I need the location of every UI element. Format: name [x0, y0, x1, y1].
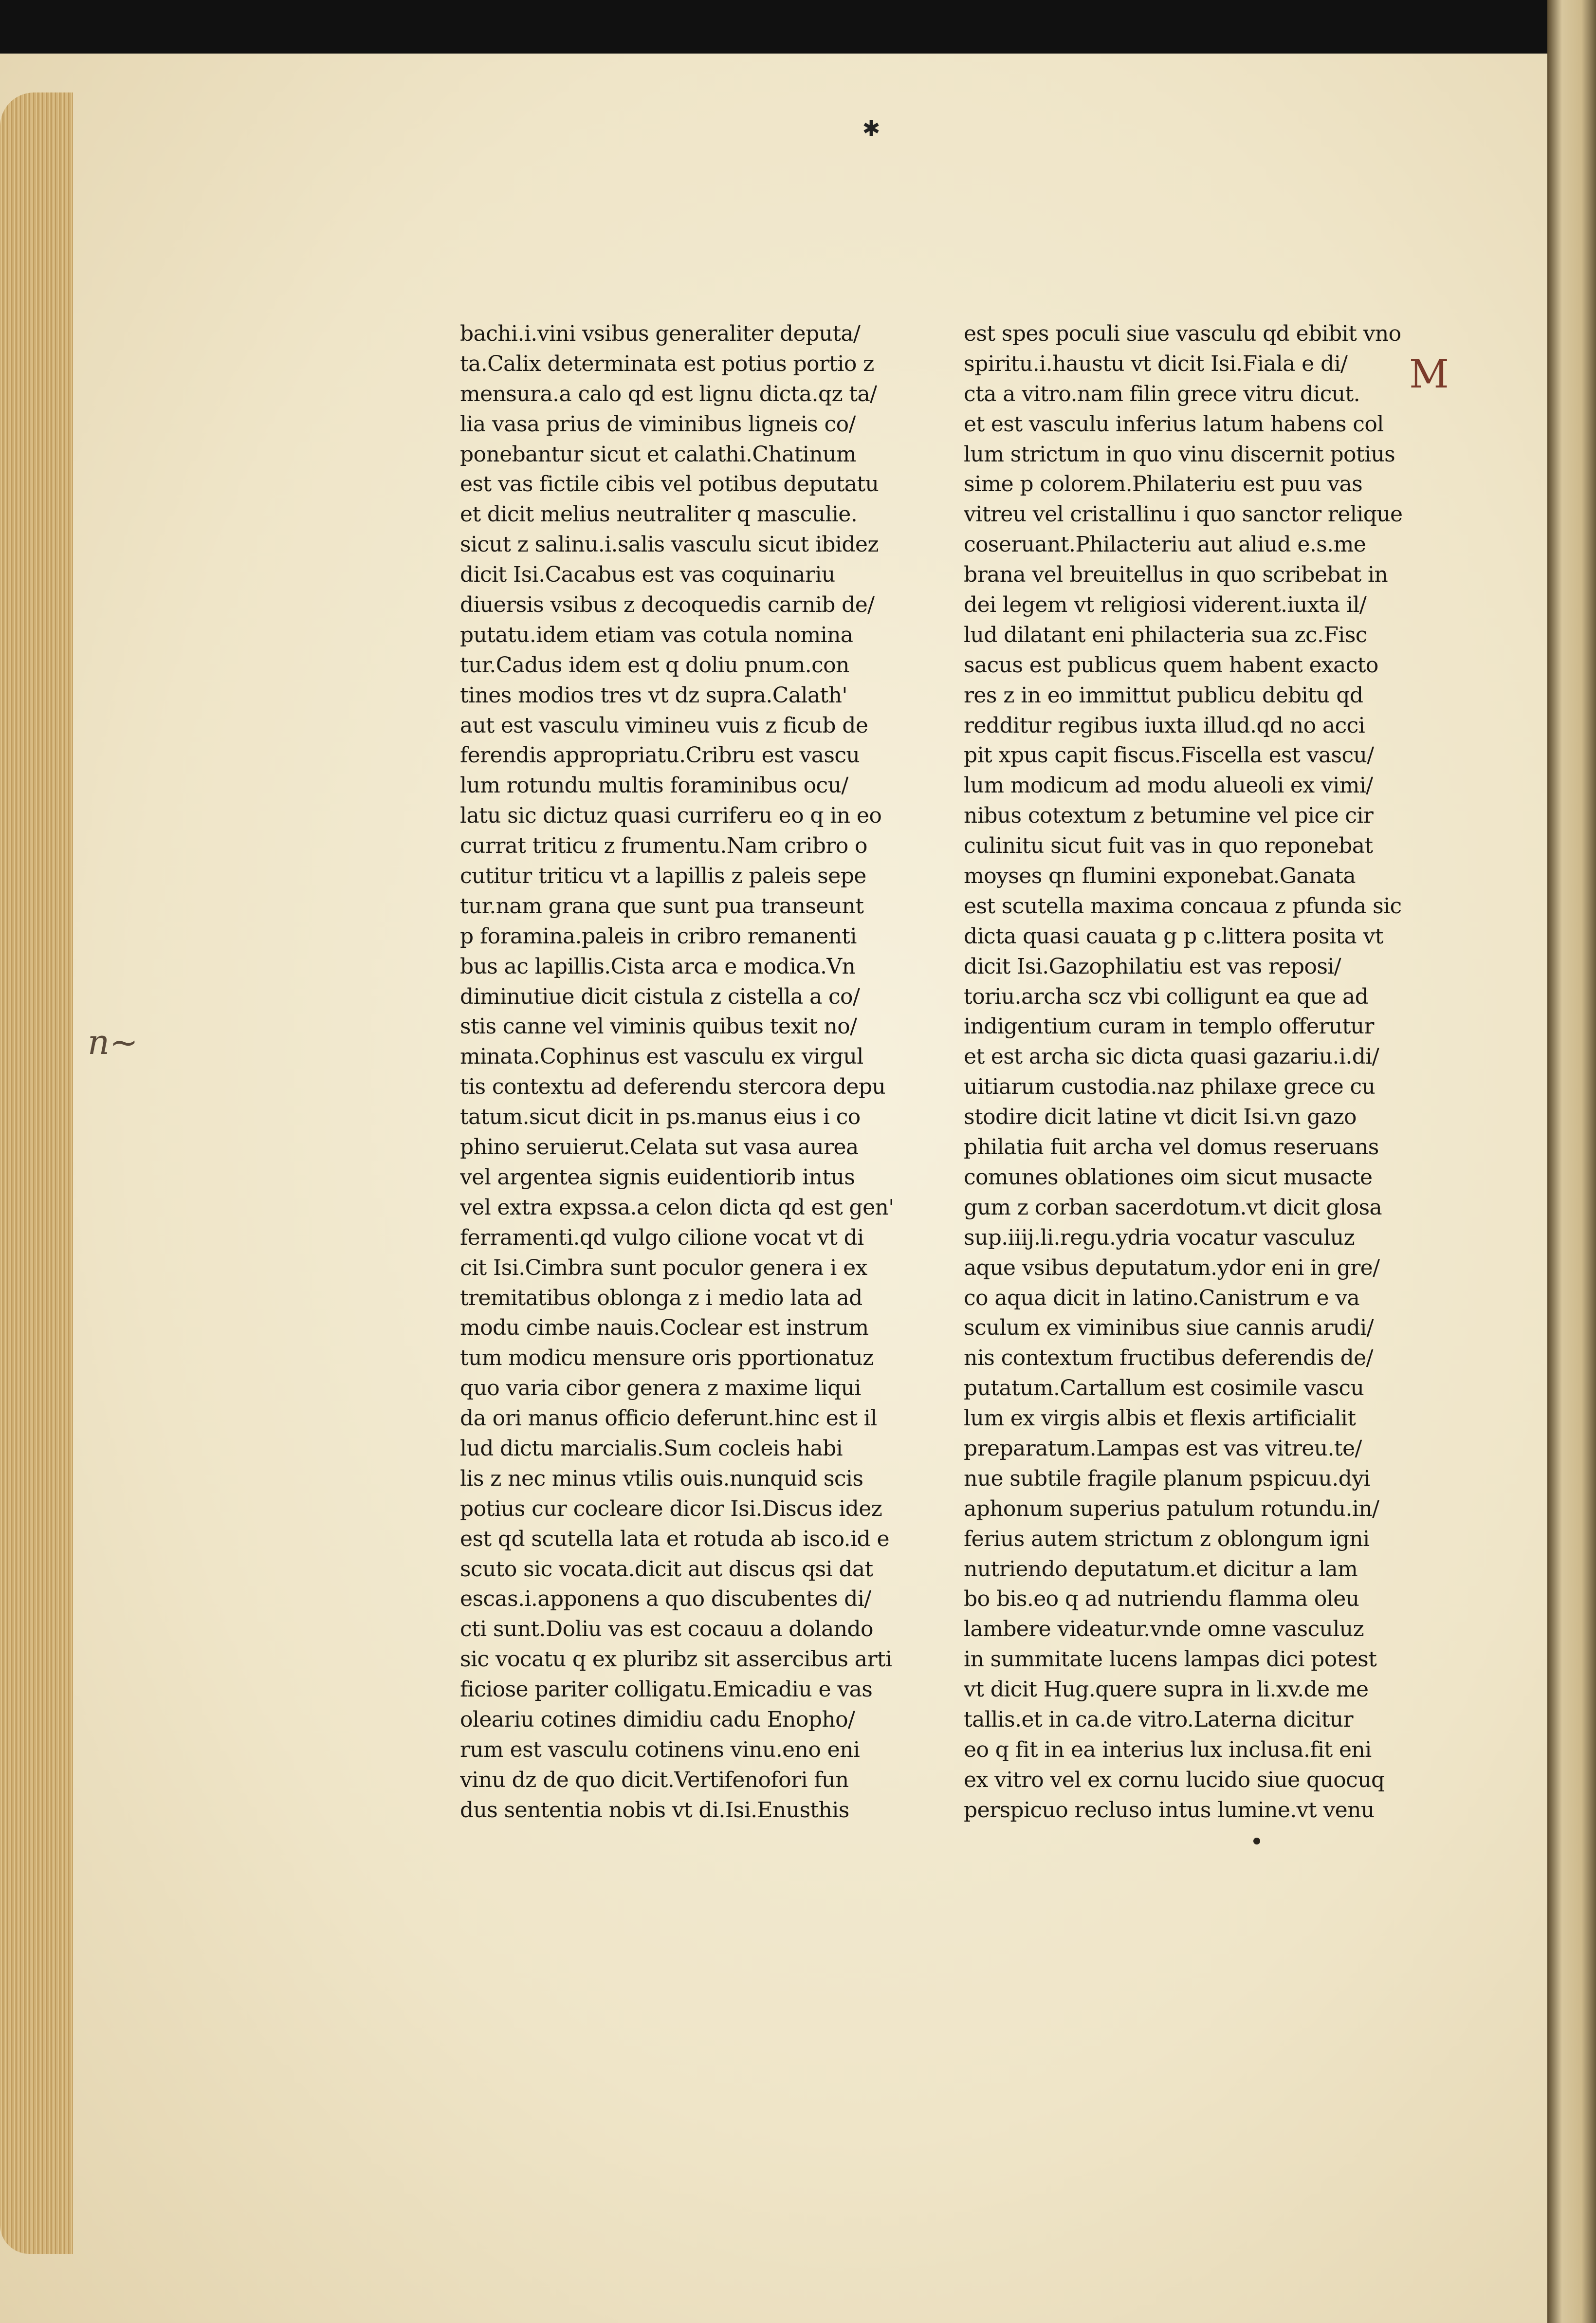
text-line: dicit Isi.Gazophilatiu est vas reposi/: [964, 954, 1341, 979]
margin-note-left: n~: [88, 1022, 138, 1062]
text-line: quo varia cibor genera z maxime liqui: [460, 1376, 861, 1401]
text-line: currat triticu z frumentu.Nam cribro o: [460, 833, 867, 859]
text-line: eo q fit in ea interius lux inclusa.fit eni: [964, 1737, 1372, 1762]
ornament-icon: ✱: [862, 116, 881, 141]
text-line: bachi.i.vini vsibus generaliter deputa/: [460, 321, 861, 346]
text-line: est qd scutella lata et rotuda ab isco.id e: [460, 1526, 889, 1551]
text-line: aphonum superius patulum rotundu.in/: [964, 1496, 1379, 1521]
text-line: latu sic dictuz quasi curriferu eo q in eo: [460, 803, 882, 829]
text-line: potius cur cocleare dicor Isi.Discus idez: [460, 1496, 882, 1521]
text-line: nibus cotextum z betumine vel pice cir: [964, 803, 1374, 829]
text-line: co aqua dicit in latino.Canistrum e va: [964, 1285, 1360, 1310]
text-line: lum ex virgis albis et flexis artificialit: [964, 1406, 1356, 1431]
text-line: perspicuo recluso intus lumine.vt venu: [964, 1797, 1375, 1823]
text-line: tur.Cadus idem est q doliu pnum.con: [460, 652, 849, 678]
text-line: vitreu vel cristallinu i quo sanctor relique: [964, 502, 1403, 527]
text-line: et est archa sic dicta quasi gazariu.i.di/: [964, 1044, 1379, 1069]
text-line: est scutella maxima concaua z pfunda sic: [964, 893, 1402, 919]
text-line: uitiarum custodia.naz philaxe grece cu: [964, 1074, 1376, 1100]
text-line: res z in eo immittut publicu debitu qd: [964, 682, 1363, 708]
text-line: diminutiue dicit cistula z cistella a co/: [460, 984, 860, 1009]
text-line: sicut z salinu.i.salis vasculu sicut ibidez: [460, 532, 879, 557]
text-line: tis contextu ad deferendu stercora depu: [460, 1074, 886, 1100]
text-line: vel argentea signis euidentiorib intus: [460, 1164, 855, 1190]
text-line: tines modios tres vt dz supra.Calath': [460, 682, 847, 708]
ink-speck: [1253, 1838, 1260, 1844]
text-line: scuto sic vocata.dicit aut discus qsi dat: [460, 1556, 873, 1582]
text-line: phino seruierut.Celata sut vasa aurea: [460, 1135, 859, 1160]
text-line: philatia fuit archa vel domus reseruans: [964, 1135, 1379, 1160]
text-line: sup.iiij.li.regu.ydria vocatur vasculuz: [964, 1225, 1355, 1250]
text-line: aut est vasculu vimineu vuis z ficub de: [460, 713, 868, 738]
text-line: lambere videatur.vnde omne vasculuz: [964, 1617, 1364, 1642]
text-line: bus ac lapillis.Cista arca e modica.Vn: [460, 954, 856, 979]
text-line: lud dilatant eni philacteria sua zc.Fisc: [964, 622, 1367, 647]
text-line: lum rotundu multis foraminibus ocu/: [460, 773, 848, 798]
text-line: preparatum.Lampas est vas vitreu.te/: [964, 1436, 1362, 1461]
text-line: ficiose pariter colligatu.Emicadiu e vas: [460, 1677, 873, 1702]
text-line: dei legem vt religiosi viderent.iuxta il/: [964, 592, 1367, 618]
text-line: moyses qn flumini exponebat.Ganata: [964, 864, 1356, 889]
text-line: lud dictu marcialis.Sum cocleis habi: [460, 1436, 843, 1461]
text-line: dicit Isi.Cacabus est vas coquinariu: [460, 562, 835, 588]
text-line: et dicit melius neutraliter q masculie.: [460, 502, 858, 527]
text-line: stodire dicit latine vt dicit Isi.vn gazo: [964, 1105, 1357, 1130]
text-line: tum modicu mensure oris pportionatuz: [460, 1346, 874, 1371]
page-edges: [0, 92, 73, 2254]
text-line: stis canne vel viminis quibus texit no/: [460, 1014, 857, 1039]
text-column-right: [964, 319, 1431, 1825]
text-line: aque vsibus deputatum.ydor eni in gre/: [964, 1255, 1380, 1280]
text-line: tallis.et in ca.de vitro.Laterna dicitur: [964, 1707, 1353, 1732]
text-line: redditur regibus iuxta illud.qd no acci: [964, 713, 1365, 738]
text-line: comunes oblationes oim sicut musacte: [964, 1164, 1373, 1190]
text-line: sacus est publicus quem habent exacto: [964, 652, 1378, 678]
text-line: ex vitro vel ex cornu lucido siue quocuq: [964, 1767, 1385, 1792]
text-line: cti sunt.Doliu vas est cocauu a dolando: [460, 1617, 873, 1642]
text-line: minata.Cophinus est vasculu ex virgul: [460, 1044, 863, 1069]
text-line: tremitatibus oblonga z i medio lata ad: [460, 1285, 862, 1310]
text-line: bo bis.eo q ad nutriendu flamma oleu: [964, 1586, 1359, 1612]
text-line: vt dicit Hug.quere supra in li.xv.de me: [964, 1677, 1369, 1702]
text-line: brana vel breuitellus in quo scribebat in: [964, 562, 1388, 588]
text-line: toriu.archa scz vbi colligunt ea que ad: [964, 984, 1369, 1009]
text-line: oleariu cotines dimidiu cadu Enopho/: [460, 1707, 855, 1732]
text-line: est spes poculi siue vasculu qd ebibit vno: [964, 321, 1401, 346]
text-line: cit Isi.Cimbra sunt poculor genera i ex: [460, 1255, 867, 1280]
text-line: da ori manus officio deferunt.hinc est il: [460, 1406, 877, 1431]
text-line: tatum.sicut dicit in ps.manus eius i co: [460, 1105, 861, 1130]
text-line: ponebantur sicut et calathi.Chatinum: [460, 442, 856, 467]
text-line: ferramenti.qd vulgo cilione vocat vt di: [460, 1225, 864, 1250]
text-line: modu cimbe nauis.Coclear est instrum: [460, 1315, 869, 1341]
text-line: sculum ex viminibus siue cannis arudi/: [964, 1315, 1374, 1341]
text-line: ferius autem strictum z oblongum igni: [964, 1526, 1370, 1551]
text-line: coseruant.Philacteriu aut aliud e.s.me: [964, 532, 1366, 557]
text-line: ferendis appropriatu.Cribru est vascu: [460, 743, 860, 768]
text-line: et est vasculu inferius latum habens col: [964, 411, 1384, 437]
text-line: mensura.a calo qd est lignu dicta.qz ta/: [460, 381, 877, 406]
margin-note-right: M: [1409, 351, 1449, 397]
text-line: nis contextum fructibus deferendis de/: [964, 1346, 1373, 1371]
text-line: vel extra expssa.a celon dicta qd est gen': [460, 1195, 894, 1220]
text-line: pit xpus capit fiscus.Fiscella est vascu/: [964, 743, 1374, 768]
text-line: sime p colorem.Philateriu est puu vas: [964, 472, 1363, 497]
text-line: diuersis vsibus z decoquedis carnib de/: [460, 592, 875, 618]
text-line: putatum.Cartallum est cosimile vascu: [964, 1376, 1364, 1401]
text-line: lis z nec minus vtilis ouis.nunquid scis: [460, 1466, 863, 1491]
text-line: spiritu.i.haustu vt dicit Isi.Fiala e di/: [964, 351, 1348, 376]
text-line: dus sententia nobis vt di.Isi.Enusthis: [460, 1797, 849, 1823]
text-line: lum modicum ad modu alueoli ex vimi/: [964, 773, 1373, 798]
text-line: nutriendo deputatum.et dicitur a lam: [964, 1556, 1358, 1582]
text-line: cutitur triticu vt a lapillis z paleis sepe: [460, 864, 866, 889]
text-line: rum est vasculu cotinens vinu.eno eni: [460, 1737, 860, 1762]
text-line: dicta quasi cauata g p c.littera posita vt: [964, 923, 1383, 949]
book-gutter: [1547, 0, 1596, 2323]
text-line: lia vasa prius de viminibus ligneis co/: [460, 411, 856, 437]
text-line: lum strictum in quo vinu discernit potius: [964, 442, 1395, 467]
text-line: p foramina.paleis in cribro remanenti: [460, 923, 857, 949]
text-line: sic vocatu q ex pluribz sit assercibus arti: [460, 1647, 892, 1672]
text-line: in summitate lucens lampas dici potest: [964, 1647, 1377, 1672]
text-line: tur.nam grana que sunt pua transeunt: [460, 893, 864, 919]
text-line: cta a vitro.nam filin grece vitru dicut.: [964, 381, 1360, 406]
text-line: vinu dz de quo dicit.Vertifenofori fun: [460, 1767, 849, 1792]
text-line: indigentium curam in templo offerutur: [964, 1014, 1374, 1039]
text-line: est vas fictile cibis vel potibus deputatu: [460, 472, 879, 497]
text-line: culinitu sicut fuit vas in quo reponebat: [964, 833, 1373, 859]
text-line: gum z corban sacerdotum.vt dicit glosa: [964, 1195, 1382, 1220]
text-line: putatu.idem etiam vas cotula nomina: [460, 622, 853, 647]
text-line: escas.i.apponens a quo discubentes di/: [460, 1586, 871, 1612]
text-line: ta.Calix determinata est potius portio z: [460, 351, 874, 376]
text-line: nue subtile fragile planum pspicuu.dyi: [964, 1466, 1370, 1491]
text-column-left: [460, 319, 927, 1825]
